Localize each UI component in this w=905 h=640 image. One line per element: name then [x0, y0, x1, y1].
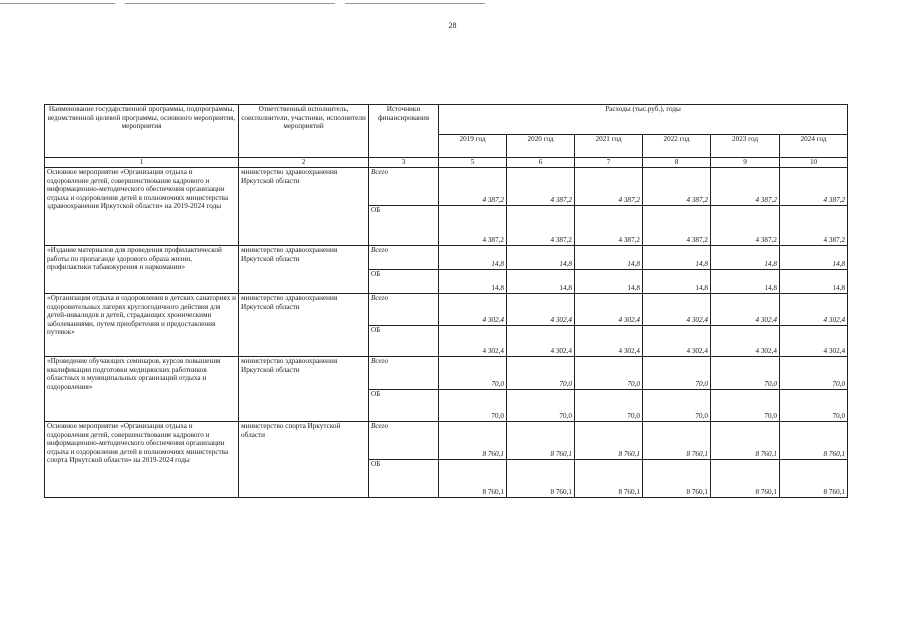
column-number: 1	[45, 158, 239, 168]
header-year: 2024 год	[780, 135, 848, 158]
ob-value: 70,0	[507, 390, 575, 422]
ob-value: 4 387,2	[439, 206, 507, 246]
total-value: 8 760,1	[780, 422, 848, 460]
total-value: 8 760,1	[643, 422, 711, 460]
total-value: 70,0	[439, 357, 507, 390]
header-name: Наименование государственной программы, подпрограммы, ведомственной целевой программы, основного мероприятия, мероприятия	[45, 105, 239, 158]
activity-name: «Организация отдыха и оздоровления в детских санаториях и оздоровительных лагерях круглогодичного действия для детей-инвалидов и детей, страдающих хроническими заболеваниями, путем приобретения и предоставления путевок»	[45, 294, 239, 357]
source-ob-label: ОБ	[369, 270, 439, 294]
ob-value: 14,8	[439, 270, 507, 294]
header-year: 2019 год	[439, 135, 507, 158]
total-value: 70,0	[507, 357, 575, 390]
total-value: 14,8	[439, 246, 507, 270]
source-total-label: Всего	[369, 168, 439, 206]
total-value: 8 760,1	[575, 422, 643, 460]
total-value: 14,8	[711, 246, 780, 270]
total-value: 14,8	[507, 246, 575, 270]
responsible-executor: министерство здравоохранения Иркутской области	[239, 294, 369, 357]
top-rule-middle	[125, 3, 335, 4]
ob-value: 70,0	[575, 390, 643, 422]
ob-value: 4 387,2	[780, 206, 848, 246]
responsible-executor: министерство здравоохранения Иркутской области	[239, 357, 369, 422]
ob-value: 70,0	[711, 390, 780, 422]
header-year: 2023 год	[711, 135, 780, 158]
ob-value: 4 302,4	[575, 326, 643, 357]
ob-value: 4 302,4	[643, 326, 711, 357]
column-number: 3	[369, 158, 439, 168]
header-responsible: Ответственный исполнитель, соисполнители, участники, исполнители мероприятий	[239, 105, 369, 158]
page-number: 28	[448, 21, 457, 30]
total-value: 4 387,2	[507, 168, 575, 206]
header-year: 2020 год	[507, 135, 575, 158]
source-ob-label: ОБ	[369, 460, 439, 498]
activity-name: «Проведение обучающих семинаров, курсов повышения квалификации подготовки медицинских работников областных и муниципальных организаций отдыха и оздоровления»	[45, 357, 239, 422]
header-expenses: Расходы (тыс.руб.), годы	[439, 105, 848, 135]
total-value: 4 302,4	[711, 294, 780, 326]
total-value: 8 760,1	[439, 422, 507, 460]
source-ob-label: ОБ	[369, 326, 439, 357]
total-value: 14,8	[643, 246, 711, 270]
ob-value: 14,8	[575, 270, 643, 294]
header-sources: Источники финансирования	[369, 105, 439, 158]
ob-value: 14,8	[780, 270, 848, 294]
column-number: 9	[711, 158, 780, 168]
total-value: 4 387,2	[643, 168, 711, 206]
ob-value: 70,0	[643, 390, 711, 422]
ob-value: 8 760,1	[507, 460, 575, 498]
total-value: 4 387,2	[439, 168, 507, 206]
activity-name: «Издание материалов для проведения профилактической работы по пропаганде здорового образа жизни, профилактики табакокурения и наркомании»	[45, 246, 239, 294]
source-ob-label: ОБ	[369, 390, 439, 422]
ob-value: 4 387,2	[643, 206, 711, 246]
source-total-label: Всего	[369, 357, 439, 390]
ob-value: 14,8	[507, 270, 575, 294]
ob-value: 4 302,4	[780, 326, 848, 357]
ob-value: 4 302,4	[439, 326, 507, 357]
ob-value: 4 387,2	[575, 206, 643, 246]
ob-value: 70,0	[439, 390, 507, 422]
total-value: 4 387,2	[780, 168, 848, 206]
source-ob-label: ОБ	[369, 206, 439, 246]
ob-value: 8 760,1	[711, 460, 780, 498]
column-number: 5	[439, 158, 507, 168]
top-rule-right	[345, 3, 485, 4]
total-value: 14,8	[780, 246, 848, 270]
total-value: 14,8	[575, 246, 643, 270]
header-year: 2021 год	[575, 135, 643, 158]
column-number: 7	[575, 158, 643, 168]
ob-value: 8 760,1	[780, 460, 848, 498]
activity-name: Основное мероприятие «Организация отдыха и оздоровления детей, совершенствование кадрового и информационно-методического обеспечения организации отдыха и оздоровления детей в полномочиях министерства спорта Иркутской области» на 2019-2024 годы	[45, 422, 239, 498]
total-value: 70,0	[780, 357, 848, 390]
ob-value: 14,8	[643, 270, 711, 294]
ob-value: 8 760,1	[439, 460, 507, 498]
total-value: 8 760,1	[711, 422, 780, 460]
source-total-label: Всего	[369, 294, 439, 326]
total-value: 4 302,4	[575, 294, 643, 326]
total-value: 4 387,2	[711, 168, 780, 206]
top-rule-left	[0, 3, 115, 4]
ob-value: 70,0	[780, 390, 848, 422]
ob-value: 14,8	[711, 270, 780, 294]
responsible-executor: министерство здравоохранения Иркутской области	[239, 246, 369, 294]
column-number: 2	[239, 158, 369, 168]
header-year: 2022 год	[643, 135, 711, 158]
total-value: 4 302,4	[439, 294, 507, 326]
total-value: 4 302,4	[643, 294, 711, 326]
responsible-executor: министерство спорта Иркутской области	[239, 422, 369, 498]
total-value: 70,0	[575, 357, 643, 390]
total-value: 4 387,2	[575, 168, 643, 206]
total-value: 4 302,4	[507, 294, 575, 326]
source-total-label: Всего	[369, 246, 439, 270]
total-value: 8 760,1	[507, 422, 575, 460]
responsible-executor: министерство здравоохранения Иркутской области	[239, 168, 369, 246]
column-number: 10	[780, 158, 848, 168]
ob-value: 4 302,4	[711, 326, 780, 357]
ob-value: 4 387,2	[711, 206, 780, 246]
column-number: 6	[507, 158, 575, 168]
expenses-table	[44, 104, 848, 498]
activity-name: Основное мероприятие «Организация отдыха и оздоровление детей, совершенствование кадрового и информационно-методического обеспечения организации отдыха и оздоровления детей в полномочиях министерства здравоохранения Иркутской области» на 2019-2024 годы	[45, 168, 239, 246]
total-value: 70,0	[711, 357, 780, 390]
ob-value: 8 760,1	[643, 460, 711, 498]
column-number: 8	[643, 158, 711, 168]
total-value: 70,0	[643, 357, 711, 390]
ob-value: 8 760,1	[575, 460, 643, 498]
total-value: 4 302,4	[780, 294, 848, 326]
ob-value: 4 387,2	[507, 206, 575, 246]
source-total-label: Всего	[369, 422, 439, 460]
ob-value: 4 302,4	[507, 326, 575, 357]
